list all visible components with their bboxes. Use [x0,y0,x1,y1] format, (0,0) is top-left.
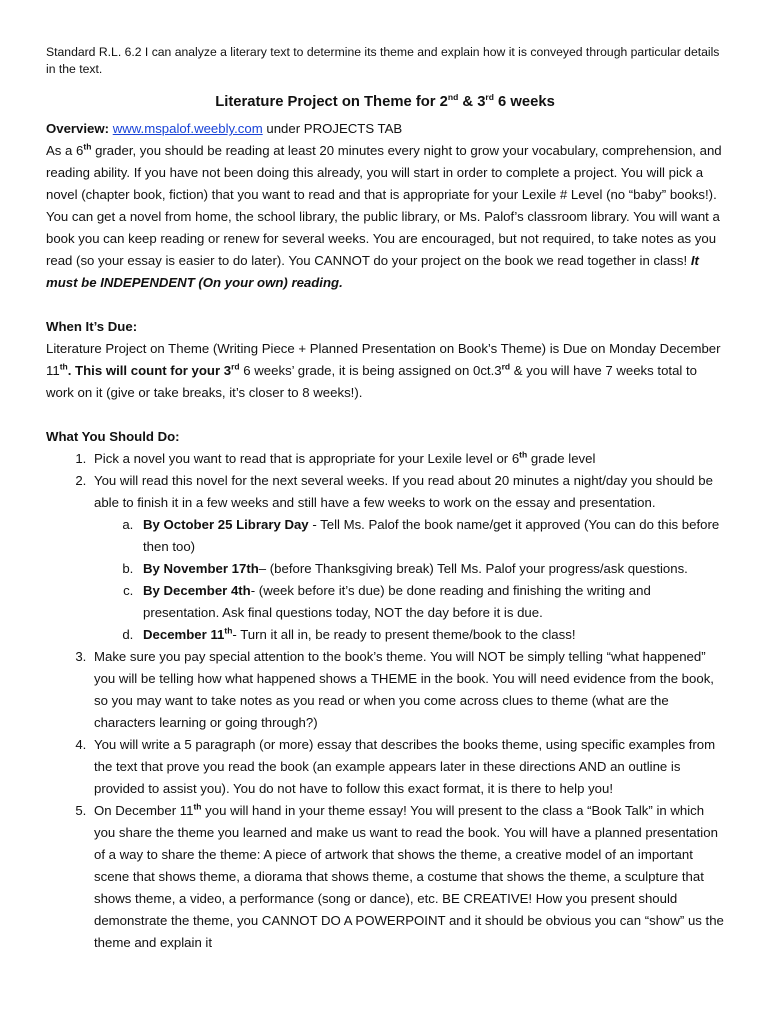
overview-paragraph: As a 6th grader, you should be reading at least 20 minutes every night to grow your vocabulary, comprehension, and reading ability. If you have not been doing this already, you will start in order to complete a project. You will pick a novel (chapter book, fiction) that you want to read and that is appropriate for your Lexile # Level (no “baby” books!). You can get a novel from home, the school library, the public library, or Ms. Palof’s classroom library. You will want a book you can keep reading or renew for several weeks. You are encouraged, but not required, to take notes as you read (so your essay is easier to do later). You CANNOT do your project on the book we read together in class! It must be INDEPENDENT (On your own) reading. [46,141,722,290]
deadline-item: b. By November 17th– (before Thanksgiving break) Tell Ms. Palof your progress/ask questions. [137,558,724,580]
deadline-item: c. By December 4th- (week before it’s due) be done reading and finishing the writing and presentation. Ask final questions today, NOT the day before it is due. [137,580,724,624]
website-link[interactable]: www.mspalof.weebly.com [112,121,263,136]
due-heading: When It’s Due: [46,319,138,334]
deadline-list [94,514,724,646]
steps-heading: What You Should Do: [46,429,180,444]
independent-emphasis: It must be INDEPENDENT (On your own) reading. [46,253,699,290]
due-paragraph: Literature Project on Theme (Writing Piece + Planned Presentation on Book’s Theme) is Due on Monday December 11th. This will count for your 3rd 6 weeks’ grade, it is being assigned on 0ct.3rd & you will have 7 weeks total to work on it (give or take breaks, it’s closer to 8 weeks!). [46,341,721,400]
list-item: 2. You will read this novel for the next several weeks. If you read about 20 minutes a night/day you should be able to finish it in a few weeks and still have a few weeks to work on the essay and presentation. a. By October 25 Library Day - Tell Ms. Palof the book name/get it approved (You can do this before then too) b. By November 17th– (before Thanksgiving break) Tell Ms. Palof your progress/ask questions. c. By December 4th- (week before it’s due) be done reading and finishing the writing and presentation. Ask final questions today, NOT the day before it is due. d. December 11th- Turn it all in, be ready to present theme/book to the class! [90,470,724,646]
deadline-item: a. By October 25 Library Day - Tell Ms. Palof the book name/get it approved (You can do this before then too) [137,514,724,558]
list-item: 5. On December 11th you will hand in your theme essay! You will present to the class a “Book Talk” in which you share the theme you learned and make us want to read the book. You will have a planned presentation of a way to share the theme: A piece of artwork that shows the theme, a creative model of an important scene that shows theme, a diorama that shows theme, a costume that shows the theme, a sculpture that shows theme, a video, a performance (song or dance), etc. BE CREATIVE! How you present should demonstrate the theme, you CANNOT DO A POWERPOINT and it should be obvious you can “show” us the theme and explain it [90,800,724,954]
deadline-item: d. December 11th- Turn it all in, be ready to present theme/book to the class! [137,624,724,646]
overview-label: Overview: [46,121,110,136]
list-item: 1. Pick a novel you want to read that is appropriate for your Lexile level or 6th grade level [90,448,724,470]
list-item: 3. Make sure you pay special attention to the book’s theme. You will NOT be simply telling “what happened” you will be telling how what happened shows a THEME in the book. You will need evidence from the book, so you may want to take notes as you read or when you come across clues to theme (what are the characters learning or going through?) [90,646,724,734]
page-title: Literature Project on Theme for 2nd & 3rd 6 weeks [215,92,555,110]
steps-list [46,448,724,954]
list-item: 4. You will write a 5 paragraph (or more) essay that describes the books theme, using specific examples from the text that prove you read the book (an example appears later in these directions AND an outline is provided to assist you). You do not have to follow this exact format, it is there to help you! [90,734,724,800]
standard-statement: Standard R.L. 6.2 I can analyze a literary text to determine its theme and explain how it is conveyed through particular details in the text. [46,45,720,76]
overview-line: Overview: www.mspalof.weebly.com under PROJECTS TAB [46,121,403,136]
